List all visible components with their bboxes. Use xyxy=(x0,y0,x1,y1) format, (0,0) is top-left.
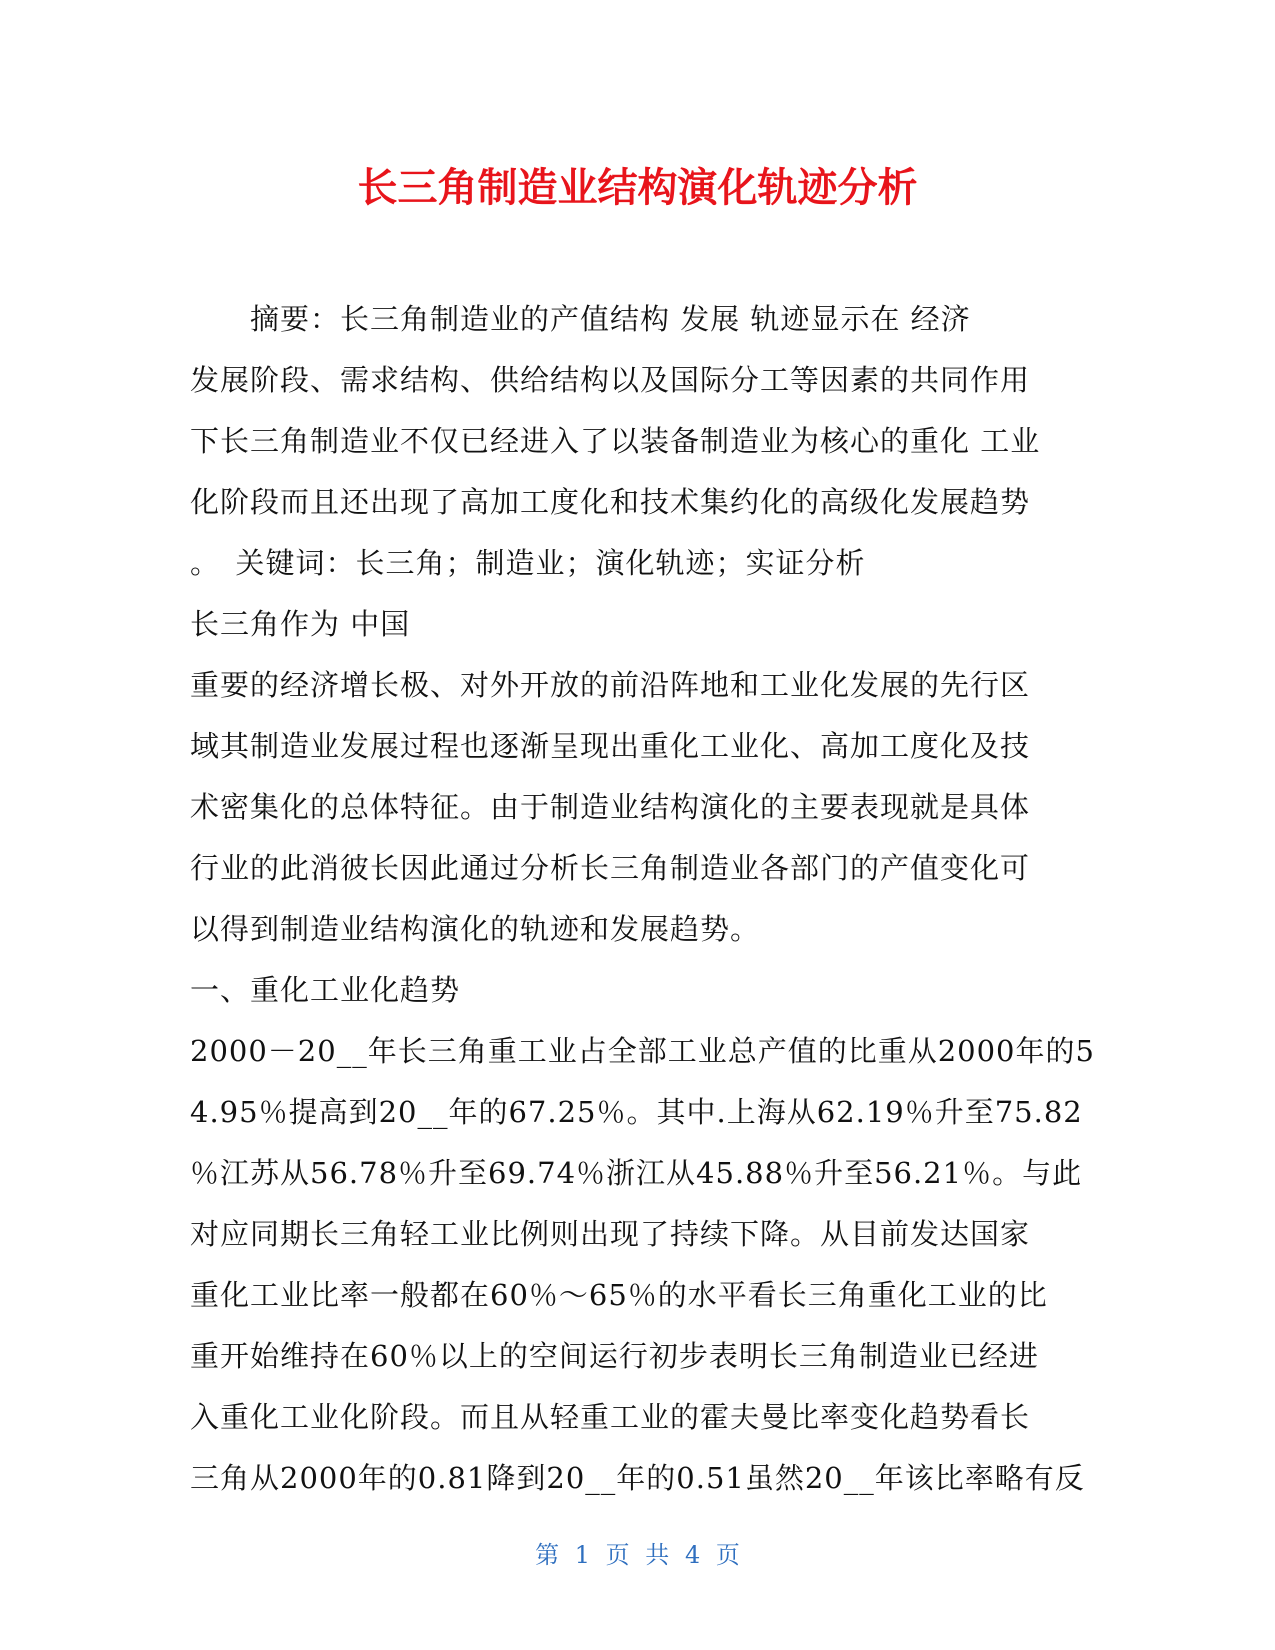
text-line: 入重化工业化阶段。而且从轻重工业的霍夫曼比率变化趋势看长 xyxy=(190,1400,1031,1434)
text-line: 。 关键词：长三角；制造业；演化轨迹；实证分析 xyxy=(190,546,866,580)
text-line: 对应同期长三角轻工业比例则出现了持续下降。从目前发达国家 xyxy=(190,1217,1031,1251)
text-line: 重开始维持在60％以上的空间运行初步表明长三角制造业已经进 xyxy=(190,1339,1039,1373)
text-line: 下长三角制造业不仅已经进入了以装备制造业为核心的重化 工业 xyxy=(190,424,1041,458)
text-line: 摘要：长三角制造业的产值结构 发展 轨迹显示在 经济 xyxy=(190,302,971,336)
document-body xyxy=(190,289,1095,1509)
text-line: 2000－20__年长三角重工业占全部工业总产值的比重从2000年的5 xyxy=(190,1034,1095,1068)
text-line: 化阶段而且还出现了高加工度化和技术集约化的高级化发展趋势 xyxy=(190,485,1031,519)
text-line: 域其制造业发展过程也逐渐呈现出重化工业化、高加工度化及技 xyxy=(190,729,1031,763)
page-footer: 第 1 页 共 4 页 xyxy=(535,1541,740,1569)
text-line: 以得到制造业结构演化的轨迹和发展趋势。 xyxy=(190,912,761,946)
section-heading: 一、重化工业化趋势 xyxy=(190,973,461,1007)
text-line: 三角从2000年的0.81降到20__年的0.51虽然20__年该比率略有反 xyxy=(190,1461,1085,1495)
text-line: ％江苏从56.78％升至69.74％浙江从45.88％升至56.21％。与此 xyxy=(190,1156,1083,1190)
text-line: 重要的经济增长极、对外开放的前沿阵地和工业化发展的先行区 xyxy=(190,668,1031,702)
text-line: 术密集化的总体特征。由于制造业结构演化的主要表现就是具体 xyxy=(190,790,1031,824)
text-line: 4.95％提高到20__年的67.25％。其中.上海从62.19％升至75.82 xyxy=(190,1095,1083,1129)
document-title: 长三角制造业结构演化轨迹分析 xyxy=(357,165,918,211)
text-line: 行业的此消彼长因此通过分析长三角制造业各部门的产值变化可 xyxy=(190,851,1031,885)
text-line: 重化工业比率一般都在60％～65％的水平看长三角重化工业的比 xyxy=(190,1278,1048,1312)
text-line: 发展阶段、需求结构、供给结构以及国际分工等因素的共同作用 xyxy=(190,363,1031,397)
text-line: 长三角作为 中国 xyxy=(190,607,411,641)
